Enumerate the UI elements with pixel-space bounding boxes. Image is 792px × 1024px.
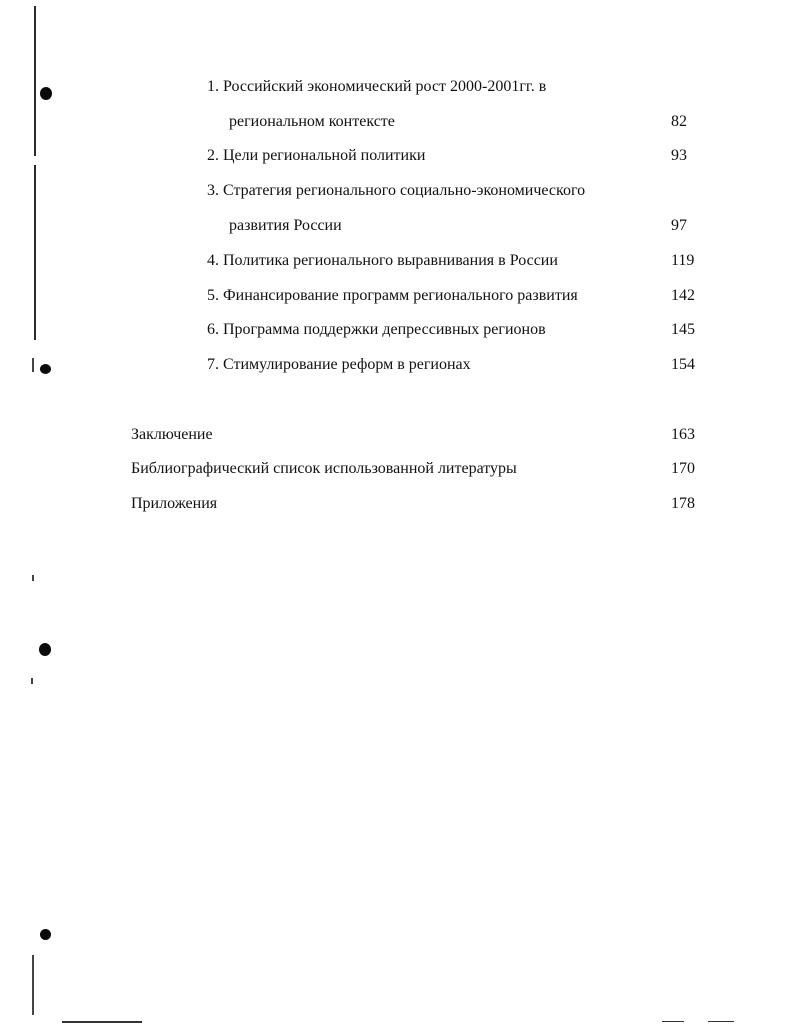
toc-entry-7[interactable]: [207, 355, 471, 375]
toc-entry-3-continuation: [229, 216, 342, 236]
toc-page-number: 93: [671, 147, 687, 164]
scan-edge-mark: [708, 1021, 734, 1022]
binder-hole-icon: [40, 364, 51, 374]
toc-entry-title: Финансирование программ регионального развития: [223, 287, 578, 304]
toc-section-conclusion[interactable]: Заключение: [131, 426, 213, 443]
toc-entry-number: 1.: [207, 78, 219, 95]
toc-entry-4[interactable]: [207, 251, 558, 271]
toc-entry-5[interactable]: [207, 286, 578, 306]
toc-entry-number: 5.: [207, 287, 219, 304]
toc-page-number: 178: [671, 495, 695, 512]
toc-entry-2[interactable]: [207, 146, 425, 166]
toc-entry-number: 3.: [207, 182, 219, 199]
toc-entry-title: Политика регионального выравнивания в России: [223, 252, 558, 269]
binder-hole-icon: [39, 643, 51, 656]
toc-section-appendices[interactable]: Приложения: [131, 495, 218, 512]
toc-page-number: 163: [671, 426, 695, 443]
scan-edge-mark: [662, 1021, 684, 1022]
scan-speck: [32, 358, 34, 372]
scan-edge-mark: [62, 1021, 142, 1023]
toc-page-number: 142: [671, 287, 695, 304]
toc-entry-6[interactable]: [207, 320, 546, 340]
toc-entry-number: 4.: [207, 252, 219, 269]
toc-entry-title: Цели региональной политики: [223, 147, 426, 164]
toc-section-bibliography[interactable]: Библиографический список использованной литературы: [131, 460, 517, 477]
scan-margin-line: [34, 165, 36, 340]
toc-entry-title-continued: развития России: [229, 217, 342, 234]
scan-speck: [32, 955, 34, 1015]
toc-entry-number: 6.: [207, 321, 219, 338]
toc-entry-3[interactable]: [207, 181, 585, 201]
toc-page-number: 170: [671, 460, 695, 477]
toc-page-number: 145: [671, 321, 695, 338]
scan-margin-line: [34, 6, 36, 156]
toc-entry-number: 2.: [207, 147, 219, 164]
toc-page-number: 119: [671, 252, 695, 269]
scan-speck: [31, 678, 33, 684]
toc-entry-title: Стимулирование реформ в регионах: [223, 356, 471, 373]
toc-page-number: 82: [671, 113, 687, 130]
toc-page-number: 154: [671, 356, 695, 373]
toc-entry-title: Стратегия регионального социально-экономического: [223, 182, 586, 199]
toc-entry-title: Программа поддержки депрессивных регионов: [223, 321, 546, 338]
binder-hole-icon: [40, 929, 51, 940]
toc-entry-title-continued: региональном контексте: [229, 113, 395, 130]
toc-entry-number: 7.: [207, 356, 219, 373]
toc-entry-1-continuation: [229, 112, 395, 132]
binder-hole-icon: [40, 87, 52, 100]
toc-page-number: 97: [671, 217, 687, 234]
toc-entry-title: Российский экономический рост 2000-2001гг. в: [223, 78, 547, 95]
toc-entry-1[interactable]: [207, 77, 546, 97]
scan-speck: [32, 575, 34, 581]
